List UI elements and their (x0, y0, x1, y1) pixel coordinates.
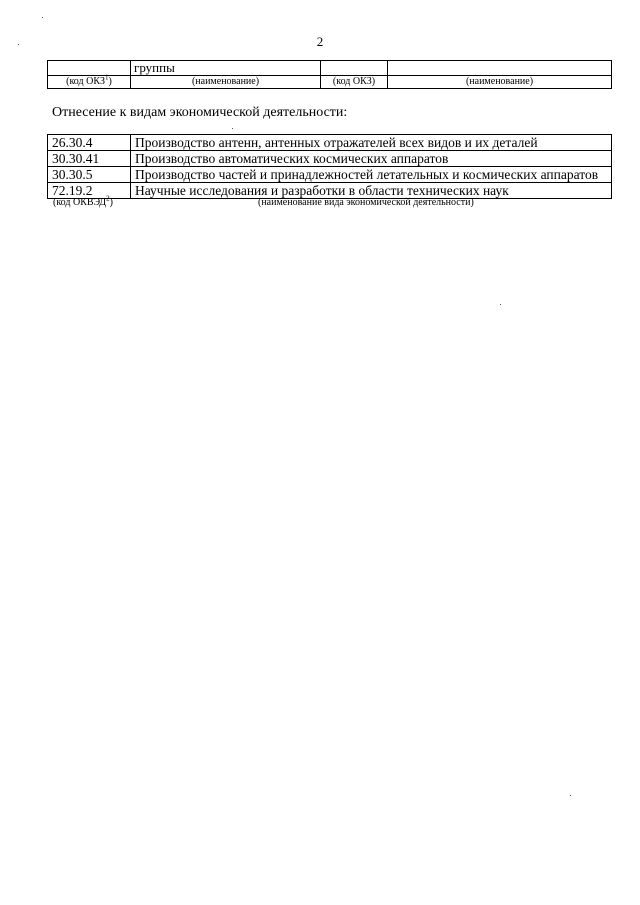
okz-code-cell (48, 61, 131, 76)
scan-speck (232, 128, 233, 129)
okz-code-caption: (код ОКЗ$^1$) (48, 76, 131, 89)
scan-speck (18, 44, 19, 45)
footnote-marker: 2 (106, 194, 110, 203)
scan-speck (42, 17, 43, 18)
okz-code-cell (321, 61, 388, 76)
okz-caption-row (48, 76, 612, 89)
okved-row (48, 167, 612, 183)
okz-code-caption-2: (код ОКЗ) (321, 76, 388, 89)
okz-name-caption: (наименование) (131, 76, 321, 89)
okved-name: Научные исследования и разработки в области технических наук (131, 183, 612, 199)
okved-name-caption: (наименование вида экономической деятельности) (258, 197, 474, 208)
okved-row (48, 135, 612, 151)
okz-row (48, 61, 612, 76)
okved-code-caption: (код ОКВЭД$^2$) (53, 194, 113, 208)
okved-code: 72.19.2 (48, 183, 131, 199)
okved-heading: Отнесение к видам экономической деятельности: (52, 105, 348, 120)
okved-code: 26.30.4 (48, 135, 131, 151)
okved-code: 30.30.41 (48, 151, 131, 167)
okved-code: 30.30.5 (48, 167, 131, 183)
okved-row (48, 151, 612, 167)
page-number: 2 (316, 34, 324, 49)
scan-speck (500, 304, 501, 305)
scan-speck (570, 795, 571, 796)
okz-name-cell: группы (131, 61, 321, 76)
okved-name: Производство антенн, антенных отражателей всех видов и их деталей (131, 135, 612, 151)
okved-table (47, 134, 612, 199)
okved-name: Производство частей и принадлежностей летательных и космических аппаратов (131, 167, 612, 183)
footnote-marker: 1 (105, 73, 109, 82)
okz-name-cell (388, 61, 612, 76)
okz-table (47, 60, 612, 89)
okved-name: Производство автоматических космических аппаратов (131, 151, 612, 167)
okz-name-caption-2: (наименование) (388, 76, 612, 89)
